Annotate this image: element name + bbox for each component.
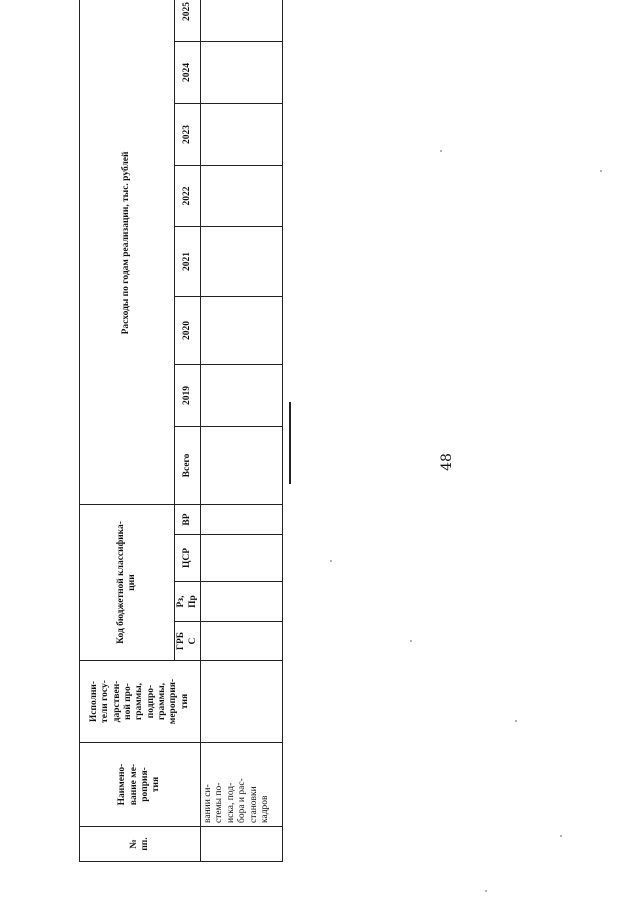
- cell-rzpr: [201, 582, 283, 622]
- scan-speck: [330, 560, 332, 562]
- separator-line: [289, 402, 291, 484]
- header-grbs: ГРБ С: [175, 622, 201, 661]
- cell-year-2022: [201, 165, 283, 226]
- header-year-2025: 2025: [175, 0, 201, 41]
- budget-table: [79, 0, 283, 862]
- cell-vr: [201, 504, 283, 534]
- cell-year-2019: [201, 364, 283, 426]
- header-no: № пп.: [80, 827, 201, 862]
- header-year-2024: 2024: [175, 41, 201, 103]
- cell-year-2020: [201, 296, 283, 364]
- cell-year-2025: [201, 0, 283, 41]
- scan-speck: [410, 640, 412, 642]
- header-year-2021: 2021: [175, 226, 201, 296]
- cell-year-2021: [201, 226, 283, 296]
- scan-speck: [485, 890, 487, 892]
- rotated-table-container: [79, 1, 275, 862]
- cell-year-2024: [201, 41, 283, 103]
- page-number: 48: [439, 453, 455, 471]
- cell-year-2023: [201, 103, 283, 165]
- cell-total: [201, 426, 283, 504]
- header-total: Всего: [175, 426, 201, 504]
- header-year-2020: 2020: [175, 296, 201, 364]
- header-name: Наимено- вание ме- роприя- тия: [80, 743, 201, 827]
- cell-no: [201, 827, 283, 862]
- header-csr: ЦСР: [175, 535, 201, 582]
- cell-grbs: [201, 622, 283, 661]
- cell-executors: [201, 661, 283, 743]
- cell-csr: [201, 535, 283, 582]
- header-bcc-group: Код бюджетной классифика- ции: [80, 504, 175, 660]
- scan-speck: [560, 835, 562, 837]
- scan-speck: [440, 150, 442, 152]
- header-expenses-group: Расходы по годам реализации, тыс. рублей: [80, 0, 175, 504]
- header-year-2022: 2022: [175, 165, 201, 226]
- header-executors: Исполни- тели госу- дарствен- ной про- граммы, подпро- граммы, мероприя- тия: [80, 661, 201, 743]
- header-year-2023: 2023: [175, 103, 201, 165]
- cell-name: вании си- стемы по- иска, под- бора и рас- становки кадров: [201, 743, 283, 827]
- header-year-2019: 2019: [175, 364, 201, 426]
- header-rzpr: Рз, Пр: [175, 582, 201, 622]
- table-row: [201, 0, 283, 862]
- scan-speck: [515, 720, 517, 722]
- scan-speck: [600, 170, 602, 172]
- header-vr: ВР: [175, 504, 201, 534]
